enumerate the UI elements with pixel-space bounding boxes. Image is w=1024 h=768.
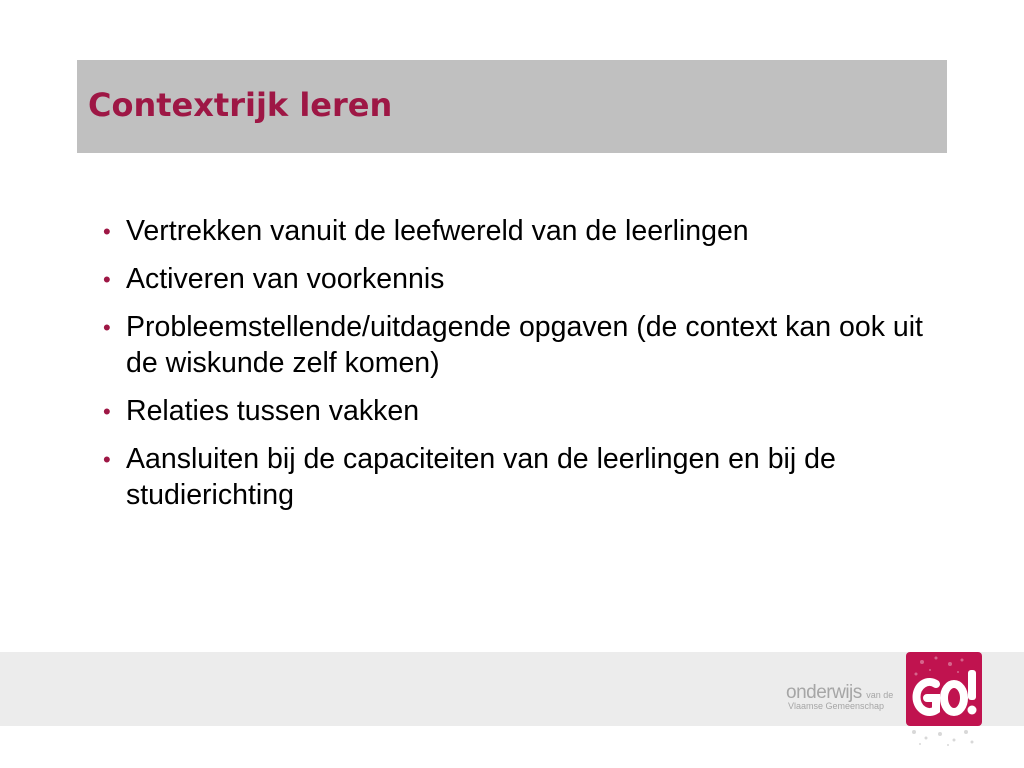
bullet-item — [100, 393, 940, 429]
title-bar — [77, 60, 947, 153]
bullet-dot-icon: • — [103, 219, 111, 244]
bullet-dot-icon: • — [103, 267, 111, 292]
organization-logo-text — [786, 682, 894, 711]
logo-word-small: van de — [866, 690, 894, 700]
bullet-text: Relaties tussen vakken — [126, 395, 420, 427]
bullet-dot-icon: • — [103, 315, 111, 340]
bullet-item — [100, 441, 940, 513]
bullet-text: Vertrekken vanuit de leefwereld van de leerlingen — [126, 215, 749, 247]
logo-word-main: onderwijs — [786, 682, 862, 703]
bullet-item — [100, 261, 940, 297]
bullet-item — [100, 213, 940, 249]
logo-subline: Vlaamse Gemeenschap — [788, 701, 885, 711]
slide-title: Contextrijk leren — [88, 86, 393, 124]
go-logo-icon — [902, 652, 982, 748]
bullet-dot-icon: • — [103, 399, 111, 424]
bullet-text: Probleemstellende/uitdagende opgaven (de context kan ook uit de wiskunde zelf komen) — [126, 311, 923, 379]
bullet-list — [100, 213, 940, 525]
bullet-text: Aansluiten bij de capaciteiten van de leerlingen en bij de studierichting — [126, 443, 836, 511]
bullet-item — [100, 309, 940, 381]
bullet-text: Activeren van voorkennis — [126, 263, 445, 295]
bullet-dot-icon: • — [103, 447, 111, 472]
